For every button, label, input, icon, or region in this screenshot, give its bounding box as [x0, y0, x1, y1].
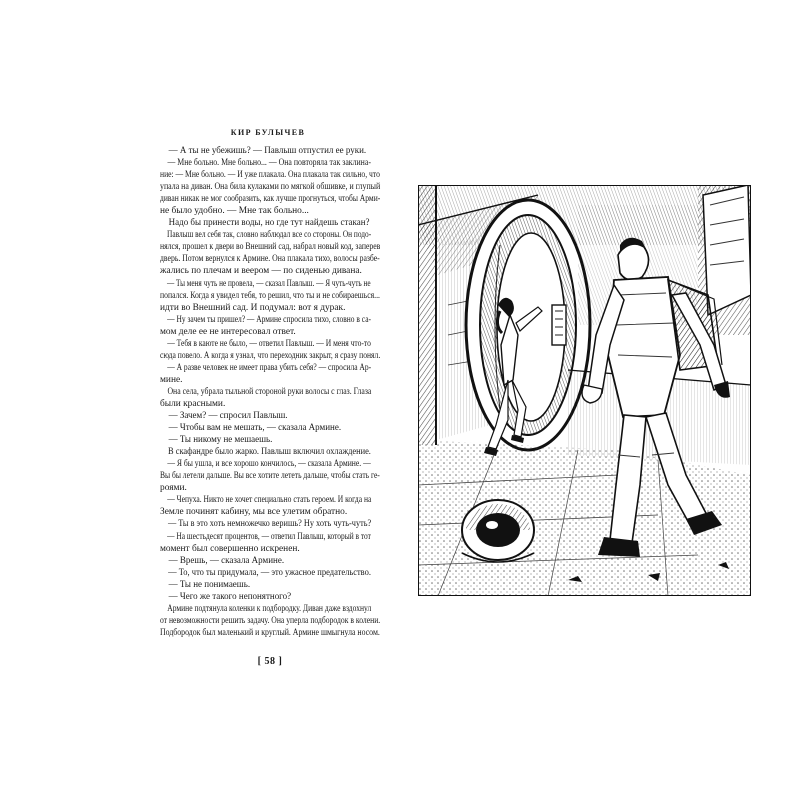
text-line: Подбородок был маленький и круглый. Армине шмыгнула носом.: [160, 627, 380, 638]
text-line: В скафандре было жарко. Павлыш включил охлаждение.: [168, 447, 371, 458]
text-line: Армине подтянула коленки к подбородку. Диван даже вздохнул: [167, 603, 372, 614]
book-illustration: [418, 185, 751, 596]
text-line: диван никак не мог сообразить, как лучше прогнуться, чтобы Арми-: [160, 194, 381, 205]
text-line: — Ты в это хоть немножечко веришь? Ну хоть чуть-чуть?: [167, 519, 372, 530]
text-line: Надо бы принести воды, но где тут найдешь стакан?: [168, 218, 370, 229]
text-line: — Зачем? — спросил Павлыш.: [168, 411, 288, 422]
text-line: идти во Внешний сад. И подумал: вот я дурак.: [160, 302, 346, 313]
page-number: [ 58 ]: [257, 656, 283, 667]
left-page: [160, 128, 380, 639]
text-line: были красными.: [160, 398, 226, 409]
text-line: упала на диван. Она била кулаками по мягкой обшивке, и глупый: [160, 182, 381, 193]
text-line: — Чепуха. Никто не хочет специально стать героем. И когда на: [167, 495, 372, 506]
text-line: нялся, прошел к двери во Внешний сад, набрал новый код, заперев: [160, 242, 381, 253]
text-line: роями.: [160, 483, 187, 494]
text-line: — Ты меня чуть не провела, — сказал Павлыш. — Я чуть-чуть не: [166, 278, 371, 289]
text-block: [160, 145, 380, 639]
text-line: ние: — Мне больно. — И уже плакала. Она плакала так сильно, что: [160, 170, 380, 181]
text-line: — На шестьдесят процентов, — ответил Павлыш, который в тот: [167, 531, 371, 542]
text-line: — А ты не убежишь? — Павлыш отпустил ее руки.: [168, 146, 367, 156]
text-line: — Я бы ушла, и все хорошо кончилось, — сказала Армине. —: [167, 459, 371, 470]
text-line: попался. Когда я увидел тебя, то решил, что ты и не собираешься...: [160, 290, 380, 301]
text-line: — Мне больно. Мне больно... — Она повторяла так заклина-: [167, 158, 371, 169]
text-line: Павлыш вел себя так, словно наблюдал все со стороны. Он подо-: [167, 230, 372, 241]
text-line: от невозможности решить задачу. Она уперла подбородок в колени.: [160, 615, 381, 626]
running-head: КИР БУЛЫЧЕВ: [230, 128, 306, 137]
text-line: — Чего же такого непонятного?: [168, 591, 292, 602]
text-line: — То, что ты придумала, — это ужасное предательство.: [168, 567, 371, 578]
text-line: дверь. Потом вернулся к Армине. Она плакала тихо, волосы разбе-: [160, 254, 380, 265]
text-line: — Тебя в каюте не было, — ответил Павлыш. — И меня что-то: [167, 338, 371, 349]
text-line: — А разве человек не имеет права убить себя? — спросила Ар-: [167, 362, 372, 373]
text-line: — Врешь, — сказала Армине.: [168, 555, 285, 566]
text-line: — Ты не понимаешь.: [168, 579, 251, 590]
text-line: мине.: [160, 374, 183, 385]
text-line: сюда повело. А когда я узнал, что переходник закрыт, я сразу понял.: [160, 350, 381, 361]
text-line: — Чтобы вам не мешать, — сказала Армине.: [168, 423, 342, 434]
text-line: Она села, убрала тыльной стороной руки волосы с глаз. Глаза: [167, 386, 372, 397]
text-line: Вы бы летели дальше. Вы все хотите лететь дальше, чтобы стать ге-: [160, 471, 380, 482]
text-line: момент был совершенно искренен.: [160, 543, 300, 554]
text-line: не было удобно. — Мне так больно...: [160, 206, 309, 217]
text-line: Земле починят кабину, мы все улетим обратно.: [160, 507, 348, 518]
text-line: — Ты никому не мешаешь.: [168, 435, 273, 446]
text-line: жались по плечам и веером — по сиденью дивана.: [160, 266, 362, 277]
helmet-drawing: [462, 500, 534, 562]
text-line: мом деле ее не интересовал ответ.: [160, 326, 296, 337]
text-line: — Ну зачем ты пришел? — Армине спросила тихо, словно в са-: [167, 314, 371, 325]
